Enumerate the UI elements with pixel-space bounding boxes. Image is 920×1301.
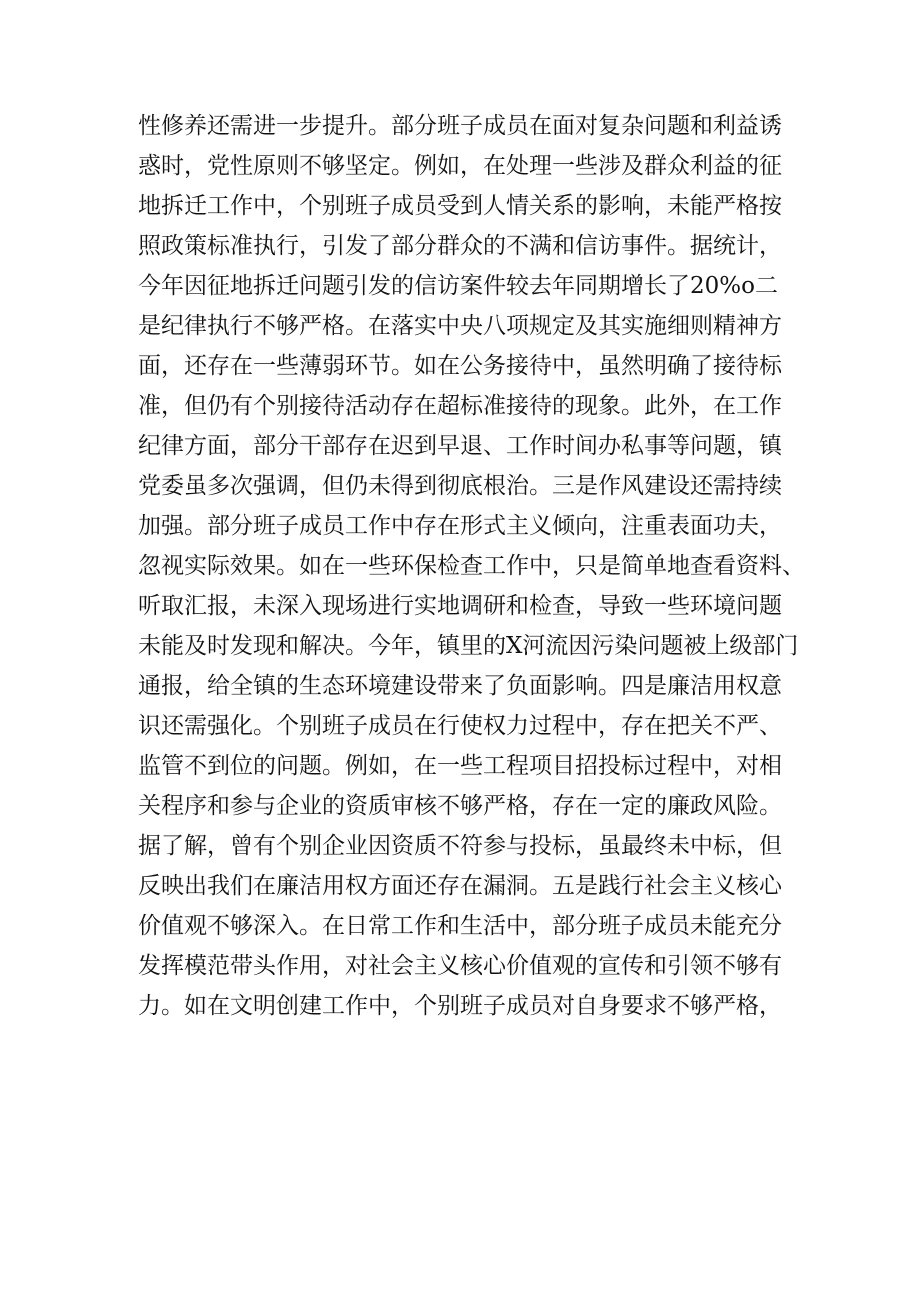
text-line: 忽视实际效果。如在一些环保检查工作中，只是简单地查看资料、: [138, 553, 805, 579]
text-line: 照政策标准执行，引发了部分群众的不满和信访事件。据统计，: [138, 233, 782, 259]
text-line: 识还需强化。个别班子成员在行使权力过程中，存在把关不严、: [138, 713, 782, 739]
text-line: 纪律方面，部分干部存在迟到早退、工作时间办私事等问题，镇: [138, 433, 782, 459]
text-line: 关程序和参与企业的资质审核不够严格，存在一定的廉政风险。: [138, 793, 782, 819]
text-line: 力。如在文明创建工作中，个别班子成员对自身要求不够严格，: [138, 993, 782, 1019]
text-line: 听取汇报，未深入现场进行实地调研和检查，导致一些环境问题: [138, 593, 782, 619]
text-line: 地拆迁工作中，个别班子成员受到人情关系的影响，未能严格按: [138, 193, 782, 219]
text-line: 监管不到位的问题。例如，在一些工程项目招投标过程中，对相: [138, 753, 782, 779]
body-text: [138, 106, 805, 1026]
text-line: 发挥模范带头作用，对社会主义核心价值观的宣传和引领不够有: [138, 953, 782, 979]
text-line: 党委虽多次强调，但仍未得到彻底根治。三是作风建设还需持续: [138, 473, 782, 499]
text-line: 价值观不够深入。在日常工作和生活中，部分班子成员未能充分: [138, 913, 782, 939]
text-line: 准，但仍有个别接待活动存在超标准接待的现象。此外，在工作: [138, 393, 782, 419]
text-line: 面，还存在一些薄弱环节。如在公务接待中，虽然明确了接待标: [138, 353, 782, 379]
text-line: 性修养还需进一步提升。部分班子成员在面对复杂问题和利益诱: [138, 113, 782, 139]
text-line: 惑时，党性原则不够坚定。例如，在处理一些涉及群众利益的征: [138, 153, 782, 179]
text-line: 加强。部分班子成员工作中存在形式主义倾向，注重表面功夫，: [138, 513, 782, 539]
text-line: 据了解，曾有个别企业因资质不符参与投标，虽最终未中标，但: [138, 833, 782, 859]
text-line: 是纪律执行不够严格。在落实中央八项规定及其实施细则精神方: [138, 313, 782, 339]
text-line: 反映出我们在廉洁用权方面还存在漏洞。五是践行社会主义核心: [138, 873, 782, 899]
text-line: 今年因征地拆迁问题引发的信访案件较去年同期增长了20%o二: [138, 273, 778, 299]
text-line: 未能及时发现和解决。今年，镇里的X河流因污染问题被上级部门: [138, 633, 799, 659]
text-line: 通报，给全镇的生态环境建设带来了负面影响。四是廉洁用权意: [138, 673, 782, 699]
